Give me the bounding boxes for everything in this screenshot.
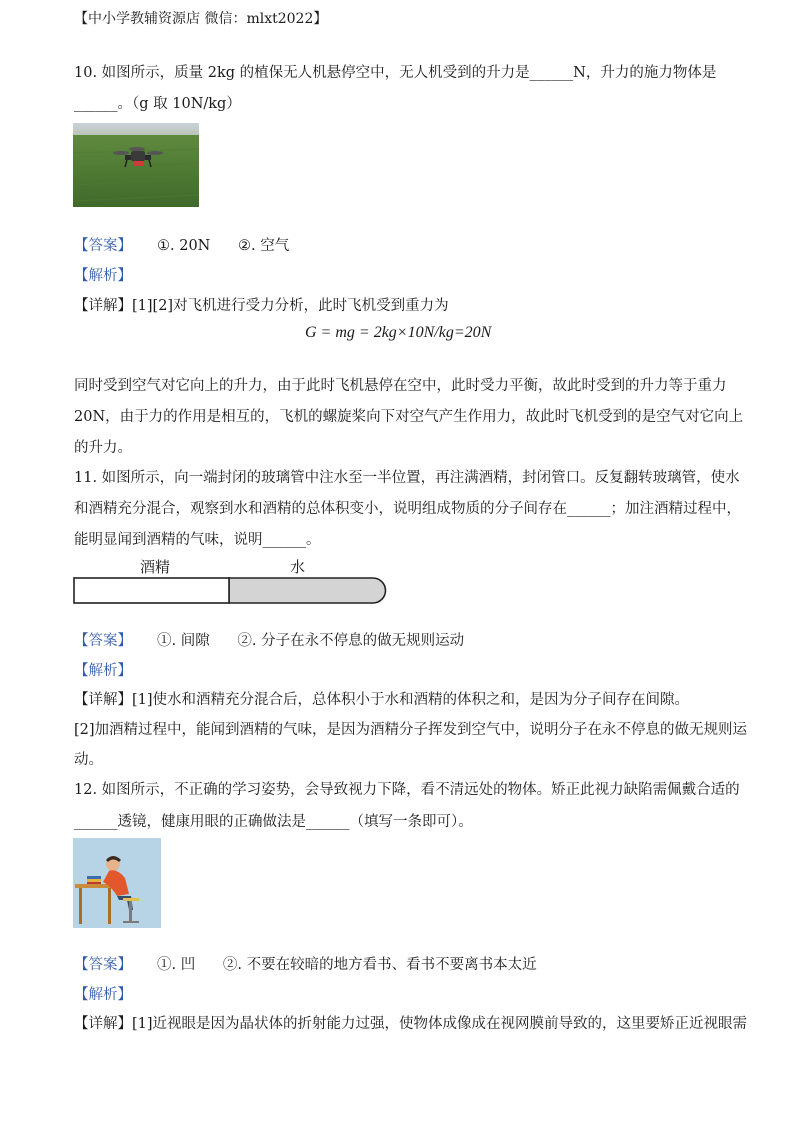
tube-label-alcohol: 酒精	[140, 558, 171, 576]
q11-answer-text: ①. 间隙 ②. 分子在永不停息的做无规则运动	[157, 633, 465, 649]
q12-analysis-tag: 【解析】	[74, 987, 132, 1003]
q12-stem-line1: 12. 如图所示，不正确的学习姿势，会导致视力下降，看不清远处的物体。矫正此视力缺陷需佩戴合适的	[74, 782, 740, 798]
tube-label-water: 水	[290, 558, 306, 576]
student-posture-illustration	[73, 838, 161, 928]
q12-detail-line1: [1]近视眼是因为晶状体的折射能力过强，使物体成像成在视网膜前导致的，这里要矫正近视眼需	[132, 1016, 748, 1032]
drone-field-photo	[73, 123, 199, 207]
q11-detail-tag: 【详解】	[74, 692, 132, 708]
water-section	[229, 578, 385, 603]
q11-detail	[74, 690, 689, 710]
q11-analysis-tag: 【解析】	[74, 663, 132, 679]
q12-answer-tag: 【答案】	[74, 957, 132, 973]
q12-answer-text: ①. 凹 ②. 不要在较暗的地方看书、看书不要离书本太近	[157, 957, 537, 973]
q12-stem-line2: ______透镜，健康用眼的正确做法是______（填写一条即可）。	[74, 814, 473, 830]
q10-analysis-tag: 【解析】	[74, 268, 132, 284]
q11-detail-line3: 动。	[74, 752, 103, 768]
q11-detail-line1: [1]使水和酒精充分混合后，总体积小于水和酒精的体积之和，是因为分子间存在间隙。	[132, 692, 690, 708]
q12-detail-tag: 【详解】	[74, 1016, 132, 1032]
q10-formula: G = mg = 2kg×10N/kg=20N	[305, 324, 492, 341]
page-header: 【中小学教辅资源店 微信：mlxt2022】	[74, 11, 328, 27]
q10-stem-line1: 10. 如图所示，质量 2kg 的植保无人机悬停空中，无人机受到的升力是______N，升力的施力物体是	[74, 65, 717, 81]
q10-detail	[74, 296, 449, 316]
q10-detail-tag: 【详解】	[74, 298, 132, 314]
q10-para3: 的升力。	[74, 440, 132, 456]
q10-answer-tag: 【答案】	[74, 238, 132, 254]
glass-tube-diagram	[73, 577, 389, 609]
alcohol-section	[74, 578, 229, 603]
q11-stem-line1: 11. 如图所示，向一端封闭的玻璃管中注水至一半位置，再注满酒精，封闭管口。反复翻转玻璃管，使水	[74, 470, 740, 486]
q11-detail-line2: [2]加酒精过程中，能闻到酒精的气味，是因为酒精分子挥发到空气中，说明分子在永不停息的做无规则运	[74, 722, 748, 738]
q10-para1: 同时受到空气对它向上的升力，由于此时飞机悬停在空中，此时受力平衡，故此时受到的升力等于重力	[74, 378, 727, 394]
q10-detail-line1: [1][2]对飞机进行受力分析，此时飞机受到重力为	[132, 298, 449, 314]
q10-answer-text: ①. 20N ②. 空气	[157, 238, 290, 254]
q11-stem-line2: 和酒精充分混合，观察到水和酒精的总体积变小，说明组成物质的分子间存在______；加注酒精过程中，	[74, 501, 741, 517]
q12-detail	[74, 1014, 747, 1034]
q11-answer-tag: 【答案】	[74, 633, 132, 649]
q10-stem-line2: ______。（g 取 10N/kg）	[74, 96, 241, 112]
q10-para2: 20N，由于力的作用是相互的，飞机的螺旋桨向下对空气产生作用力，故此时飞机受到的是空气对它向上	[74, 409, 744, 425]
q11-stem-line3: 能明显闻到酒精的气味，说明______。	[74, 532, 321, 548]
